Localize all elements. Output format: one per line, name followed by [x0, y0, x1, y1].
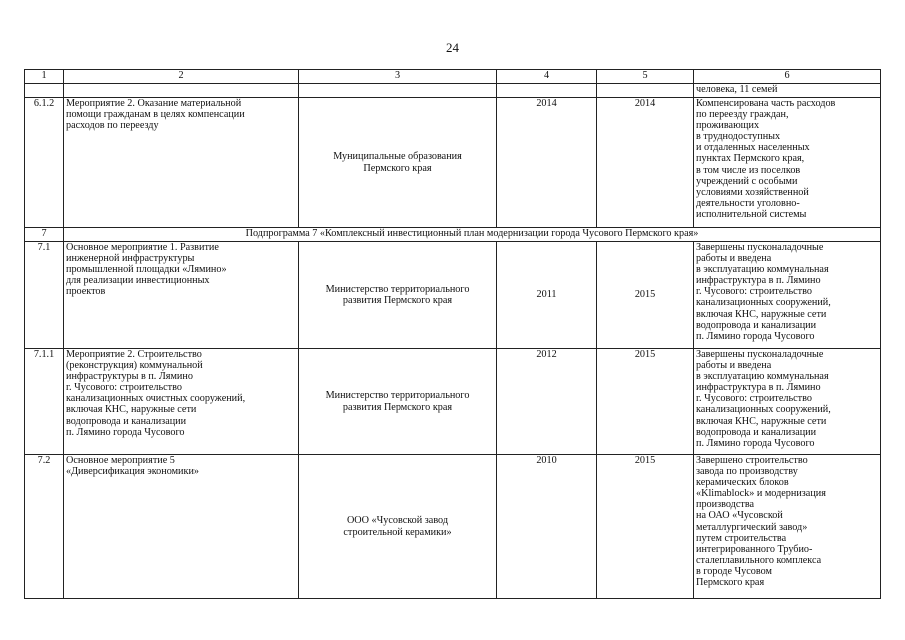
result-cell: Завершены пусконаладочные работы и введена в эксплуатацию коммунальная инфраструктура в п. Лямино г. Чусового: строительство канализационных сооружений, включая КНС, наружные сети водопровода и канализации п. Лямино города Чусового — [694, 242, 881, 349]
header-cell: 5 — [597, 70, 694, 84]
table-row — [25, 349, 881, 455]
measure-name: Мероприятие 2. Строительство (реконструкция) коммунальной инфраструктуры в п. Лямино г. Чусового: строительство канализационных очистных сооружений, включая КНС, наружные сети водопровода и канализации п. Лямино города Чусового — [64, 349, 299, 455]
end-year: 2015 — [597, 349, 694, 455]
result-cell: Компенсирована часть расходов по переезду граждан, проживающих в труднодоступных и отдаленных населенных пунктах Пермского края, в том числе из поселков учреждений с особыми условиями хозяйственной деятельности уголовно- исполнительной системы — [694, 98, 881, 228]
measure-name: Основное мероприятие 5 «Диверсификация экономики» — [64, 455, 299, 599]
header-cell: 6 — [694, 70, 881, 84]
row-number: 6.1.2 — [25, 98, 64, 228]
start-year: 2010 — [497, 455, 597, 599]
measure-name: Основное мероприятие 1. Развитие инженерной инфраструктуры промышленной площадки «Лямино» для реализации инвестиционных проектов — [64, 242, 299, 349]
result-cell: Завершены пусконаладочные работы и введена в эксплуатацию коммунальная инфраструктура в п. Лямино г. Чусового: строительство канализационных сооружений, включая КНС, наружные сети водопровода и канализации п. Лямино города Чусового — [694, 349, 881, 455]
subprogram-row — [25, 228, 881, 242]
row-number: 7 — [25, 228, 64, 242]
end-year: 2015 — [597, 242, 694, 349]
result-cell: человека, 11 семей — [694, 84, 881, 98]
table-row — [25, 242, 881, 349]
table-row — [25, 455, 881, 599]
row-number: 7.1 — [25, 242, 64, 349]
header-cell: 2 — [64, 70, 299, 84]
table-row-continued — [25, 84, 881, 98]
page-number: 24 — [446, 40, 459, 55]
start-year: 2011 — [497, 242, 597, 349]
start-year: 2012 — [497, 349, 597, 455]
end-year: 2015 — [597, 455, 694, 599]
subprogram-title: Подпрограмма 7 «Комплексный инвестиционный план модернизации города Чусового Пермского края» — [64, 228, 881, 242]
executor-cell: Министерство территориального развития Пермского края — [299, 242, 497, 349]
executor-cell: Министерство территориального развития Пермского края — [299, 349, 497, 455]
table-header-row — [25, 70, 881, 84]
row-number: 7.1.1 — [25, 349, 64, 455]
header-cell: 1 — [25, 70, 64, 84]
executor-cell: ООО «Чусовской завод строительной керамики» — [299, 455, 497, 599]
start-year: 2014 — [497, 98, 597, 228]
executor-cell: Муниципальные образования Пермского края — [299, 98, 497, 228]
row-number: 7.2 — [25, 455, 64, 599]
table-row — [25, 98, 881, 228]
measures-table — [24, 69, 881, 599]
header-cell: 3 — [299, 70, 497, 84]
end-year: 2014 — [597, 98, 694, 228]
header-cell: 4 — [497, 70, 597, 84]
measure-name: Мероприятие 2. Оказание материальной помощи гражданам в целях компенсации расходов по переезду — [64, 98, 299, 228]
result-cell: Завершено строительство завода по производству керамических блоков «Klimablock» и модернизация производства на ОАО «Чусовской металлургический завод» путем строительства интегрированного Трубио- сталеплавильного комплекса в городе Чусовом Пермского края — [694, 455, 881, 599]
